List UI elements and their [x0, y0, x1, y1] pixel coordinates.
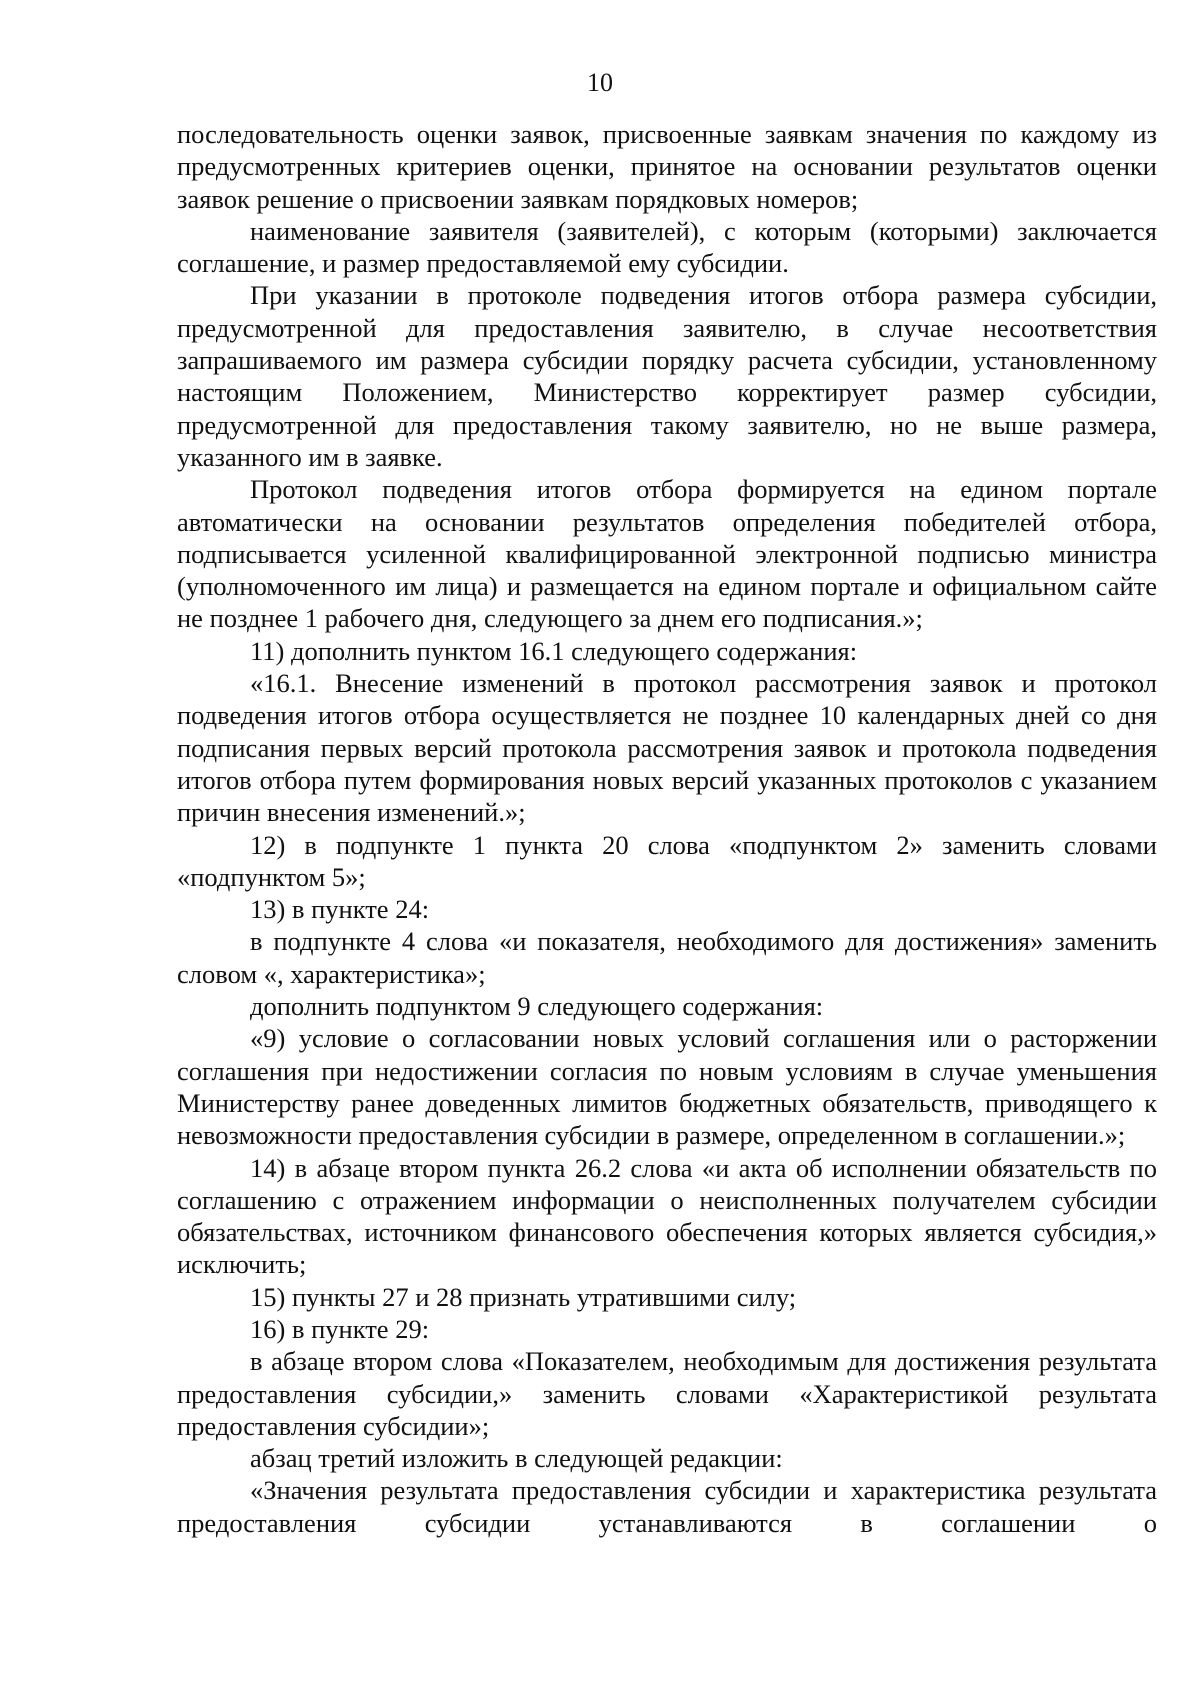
paragraph-9: в подпункте 4 слова «и показателя, необходимого для достижения» заменить словом «, характеристика»;: [177, 926, 1157, 989]
paragraph-13: 15) пункты 27 и 28 признать утратившими силу;: [250, 1281, 797, 1312]
paragraph-2: наименование заявителя (заявителей), с которым (которыми) заключается соглашение, и размер предоставляемой ему субсидии.: [177, 215, 1157, 279]
paragraph-3: При указании в протоколе подведения итогов отбора размера субсидии, предусмотренной для предоставления заявителю, в случае несоответствия запрашиваемого им размера субсидии порядку расчета субсидии, установленному настоящим Положением, Министерство корректирует размер субсидии, предусмотренной для предоставления такому заявителю, но не выше размера, указанного им в заявке.: [177, 280, 1157, 472]
paragraph-11: «9) условие о согласовании новых условий соглашения или о расторжении соглашения при недостижении согласия по новым условиям в случае уменьшения Министерству ранее доведенных лимитов бюджетных обязательств, приводящего к невозможности предоставления субсидии в размере, определенном в соглашении.»;: [177, 1023, 1157, 1151]
page-number: 10: [587, 68, 613, 97]
paragraph-12: 14) в абзаце втором пункта 26.2 слова «и акта об исполнении обязательств по соглашению с отражением информации о неисполненных получателем субсидии обязательствах, источником финансового обеспечения которых является субсидия,» исключить;: [177, 1152, 1157, 1280]
paragraph-10: дополнить подпунктом 9 следующего содержания:: [250, 991, 824, 1022]
paragraph-16: абзац третий изложить в следующей редакции:: [250, 1443, 783, 1474]
paragraph-1: последовательность оценки заявок, присвоенные заявкам значения по каждому из предусмотренных критериев оценки, принятое на основании результатов оценки заявок решение о присвоении заявкам порядковых номеров;: [177, 119, 1157, 214]
document-body: [177, 118, 1157, 1539]
paragraph-7: 12) в подпункте 1 пункта 20 слова «подпунктом 2» заменить словами «подпунктом 5»;: [177, 829, 1157, 892]
paragraph-6: «16.1. Внесение изменений в протокол рассмотрения заявок и протокол подведения итогов отбора осуществляется не позднее 10 календарных дней со дня подписания первых версий протокола рассмотрения заявок и протокола подведения итогов отбора путем формирования новых версий указанных протоколов с указанием причин внесения изменений.»;: [177, 668, 1157, 828]
paragraph-15: в абзаце втором слова «Показателем, необходимым для достижения результата предоставления субсидии,» заменить словами «Характеристикой результата предоставления субсидии»;: [177, 1346, 1157, 1441]
paragraph-4: Протокол подведения итогов отбора формируется на едином портале автоматически на основании результатов определения победителей отбора, подписывается усиленной квалифицированной электронной подписью министра (уполномоченного им лица) и размещается на едином портале и официальном сайте не позднее 1 рабочего дня, следующего за днем его подписания.»;: [177, 474, 1157, 634]
paragraph-5: 11) дополнить пунктом 16.1 следующего содержания:: [250, 635, 858, 666]
paragraph-8: 13) в пункте 24:: [250, 894, 430, 925]
paragraph-14: 16) в пункте 29:: [250, 1313, 430, 1344]
paragraph-17: «Значения результата предоставления субсидии и характеристика результата предоставления субсидии устанавливаются в соглашении о: [177, 1475, 1157, 1538]
